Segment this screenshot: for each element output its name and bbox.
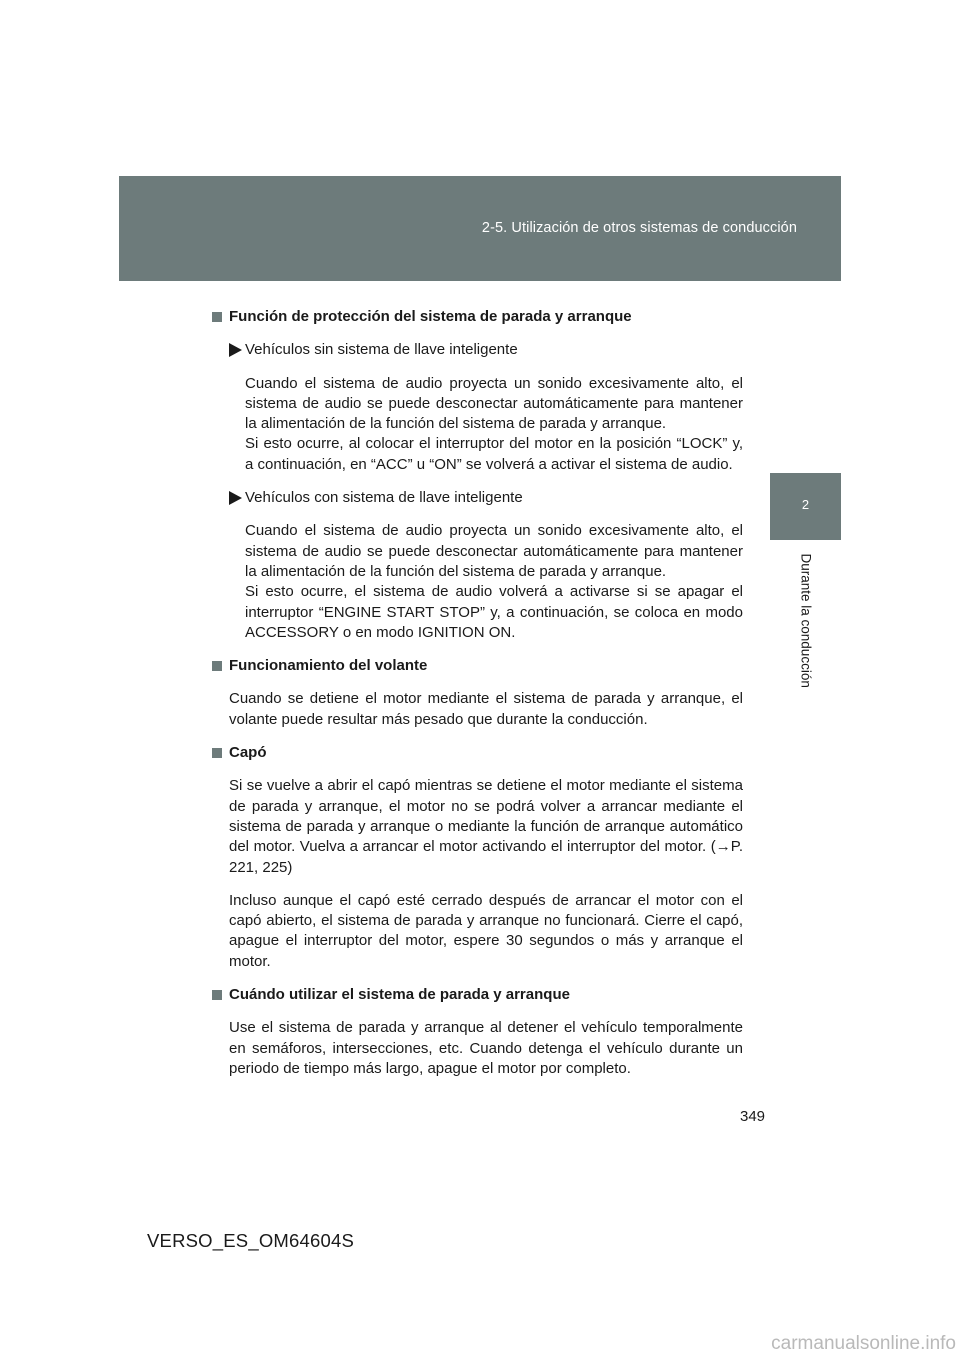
paragraph-line: Si esto ocurre, al colocar el interruptor del motor en la posición “LOCK” y, a continuación, en “ACC” u “ON” se volverá a activar el sistema de audio. [245, 435, 743, 473]
paragraph [245, 374, 743, 475]
paragraph-line: Si se vuelve a abrir el capó mientras se detiene el motor mediante el sistema de parada y arranque, el motor no se podrá volver a arrancar mediante el sistema de parada y arranque o mediante la función de arranque automático del motor. Vuelva a arrancar el motor activando el interruptor del motor. (→P. 221, 225) [229, 777, 743, 876]
section-heading [212, 307, 743, 327]
chapter-number: 2 [801, 497, 810, 512]
section-heading [212, 743, 743, 763]
triangle-bullet-icon [229, 343, 242, 357]
chapter-label-container [770, 540, 841, 710]
square-bullet-icon [212, 661, 222, 671]
paragraph [245, 521, 743, 643]
chapter-tab [770, 473, 841, 540]
paragraph [229, 891, 743, 972]
subsection-title-text: Vehículos sin sistema de llave inteligente [245, 341, 518, 359]
paragraph-line: Incluso aunque el capó esté cerrado después de arrancar el motor con el capó abierto, el sistema de parada y arranque no funcionará. Cierre el capó, apague el interruptor del motor, espere 30 segundos o más y arranque el motor. [229, 891, 743, 970]
watermark: carmanualsonline.info [771, 1333, 956, 1354]
page-content [212, 307, 743, 1092]
subsection-title [229, 340, 743, 360]
paragraph-line: Si esto ocurre, el sistema de audio volverá a activarse si se apagar el interruptor “ENGINE START STOP” y, a continuación, se coloca en modo ACCESSORY o en modo IGNITION ON. [245, 583, 743, 641]
section-heading-text: Funcionamiento del volante [229, 657, 428, 675]
page-number: 349 [740, 1108, 766, 1125]
square-bullet-icon [212, 312, 222, 322]
paragraph-line: Cuando se detiene el motor mediante el sistema de parada y arranque, el volante puede resultar más pesado que durante la conducción. [229, 690, 743, 728]
square-bullet-icon [212, 748, 222, 758]
paragraph [229, 776, 743, 877]
paragraph [229, 1018, 743, 1079]
subsection-title [229, 488, 743, 508]
document-code: VERSO_ES_OM64604S [147, 1230, 355, 1251]
chapter-label: Durante la conducción [798, 553, 813, 688]
section-header-band [119, 176, 841, 281]
section-heading-text: Capó [229, 744, 267, 762]
section-heading [212, 985, 743, 1005]
section-title: 2-5. Utilización de otros sistemas de conducción [481, 220, 797, 236]
paragraph-line: Cuando el sistema de audio proyecta un sonido excesivamente alto, el sistema de audio se puede desconectar automáticamente para mantener la alimentación de la función del sistema de parada y arranque. [245, 374, 743, 433]
triangle-bullet-icon [229, 491, 242, 505]
section-heading-text: Cuándo utilizar el sistema de parada y arranque [229, 986, 570, 1004]
section-heading-text: Función de protección del sistema de parada y arranque [229, 308, 632, 325]
square-bullet-icon [212, 990, 222, 1000]
paragraph [229, 689, 743, 730]
paragraph-line: Use el sistema de parada y arranque al detener el vehículo temporalmente en semáforos, intersecciones, etc. Cuando detenga el vehículo durante un periodo de tiempo más largo, apague el motor por completo. [229, 1019, 743, 1077]
subsection-title-text: Vehículos con sistema de llave inteligente [245, 489, 523, 507]
section-heading [212, 656, 743, 676]
paragraph-line: Cuando el sistema de audio proyecta un sonido excesivamente alto, el sistema de audio se puede desconectar automáticamente para mantener la alimentación de la función del sistema de parada y arranque. [245, 522, 743, 580]
